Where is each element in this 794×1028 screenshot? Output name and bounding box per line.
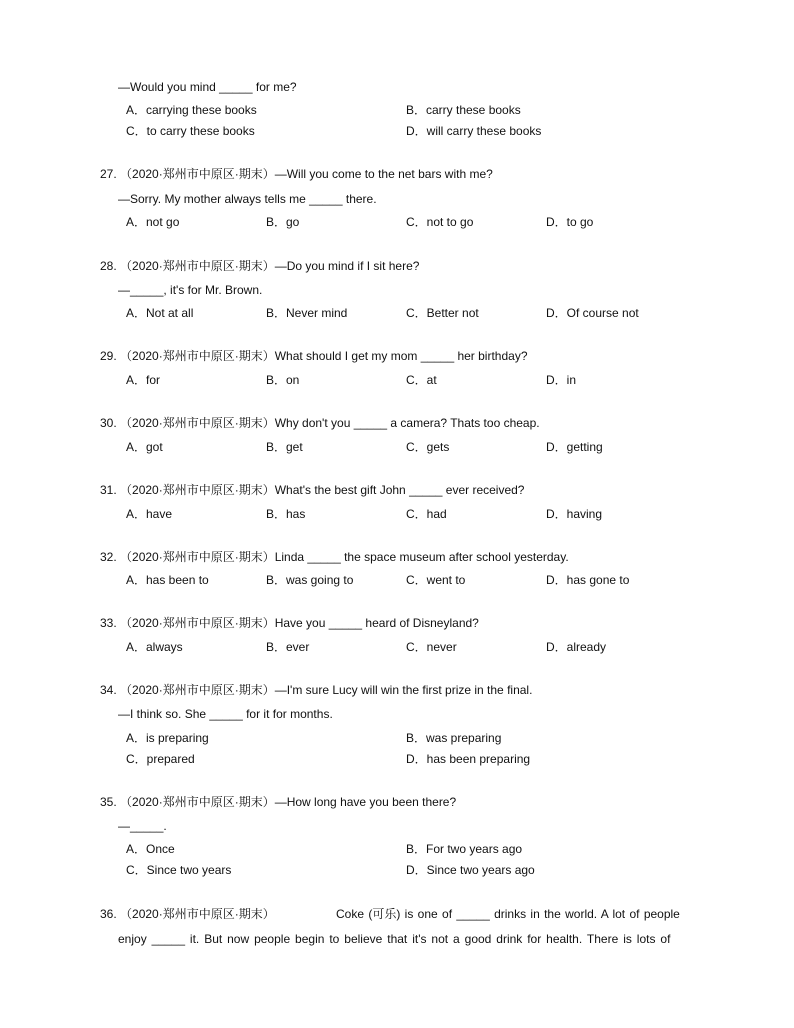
- q28-option-b: B．Never mind: [266, 306, 348, 320]
- q29-option-a: A．for: [126, 373, 161, 387]
- q31-option-d: D．having: [546, 507, 603, 521]
- q34-option-d: D．has been preparing: [406, 752, 531, 766]
- q35-head: 35. （2020·郑州市中原区·期末）—How long have you been there?: [100, 795, 457, 809]
- q34-line2: —I think so. She _____ for it for months.: [118, 707, 333, 721]
- q26-option-c: C．to carry these books: [126, 124, 255, 138]
- q29-option-b: B．on: [266, 373, 300, 387]
- q28-option-d: D．Of course not: [546, 306, 639, 320]
- q32-option-b: B．was going to: [266, 573, 354, 587]
- q28-line2: —_____, it's for Mr. Brown.: [118, 283, 263, 297]
- q28-option-c: C．Better not: [406, 306, 479, 320]
- q35-option-b: B．For two years ago: [406, 842, 523, 856]
- q30-head: 30. （2020·郑州市中原区·期末）Why don't you _____ a camera? Thats too cheap.: [100, 416, 540, 430]
- q27-option-d: D．to go: [546, 215, 594, 229]
- q29-option-c: C．at: [406, 373, 437, 387]
- q33-option-a: A．always: [126, 640, 183, 654]
- q36-head: 36. （2020·郑州市中原区·期末）: [100, 907, 275, 921]
- q34-head: 34. （2020·郑州市中原区·期末）—I'm sure Lucy will win the first prize in the final.: [100, 683, 533, 697]
- q34-option-b: B．was preparing: [406, 731, 502, 745]
- q33-option-b: B．ever: [266, 640, 310, 654]
- q32-option-a: A．has been to: [126, 573, 209, 587]
- q32-option-c: C．went to: [406, 573, 466, 587]
- q30-option-b: B．get: [266, 440, 303, 454]
- q27-head: 27. （2020·郑州市中原区·期末）—Will you come to the net bars with me?: [100, 167, 493, 181]
- q31-option-a: A．have: [126, 507, 173, 521]
- q36-passage-line-1: Coke (可乐) is one of _____ drinks in the world. A lot of people: [336, 907, 680, 921]
- q33-option-c: C．never: [406, 640, 457, 654]
- q32-head: 32. （2020·郑州市中原区·期末）Linda _____ the space museum after school yesterday.: [100, 550, 569, 564]
- q31-head: 31. （2020·郑州市中原区·期末）What's the best gift John _____ ever received?: [100, 483, 525, 497]
- q27-option-c: C．not to go: [406, 215, 474, 229]
- q33-option-d: D．already: [546, 640, 607, 654]
- q29-head: 29. （2020·郑州市中原区·期末）What should I get my mom _____ her birthday?: [100, 349, 528, 363]
- q31-option-c: C．had: [406, 507, 447, 521]
- q30-option-c: C．gets: [406, 440, 450, 454]
- q27-option-a: A．not go: [126, 215, 180, 229]
- q31-option-b: B．has: [266, 507, 306, 521]
- q26-stem: —Would you mind _____ for me?: [118, 80, 297, 94]
- q30-option-a: A．got: [126, 440, 163, 454]
- q28-head: 28. （2020·郑州市中原区·期末）—Do you mind if I sit here?: [100, 259, 420, 273]
- q34-option-a: A．is preparing: [126, 731, 209, 745]
- q30-option-d: D．getting: [546, 440, 603, 454]
- q26-option-d: D．will carry these books: [406, 124, 542, 138]
- q33-head: 33. （2020·郑州市中原区·期末）Have you _____ heard of Disneyland?: [100, 616, 479, 630]
- q29-option-d: D．in: [546, 373, 577, 387]
- q28-option-a: A．Not at all: [126, 306, 194, 320]
- q35-option-a: A．Once: [126, 842, 175, 856]
- q34-option-c: C．prepared: [126, 752, 195, 766]
- q26-option-a: A．carrying these books: [126, 103, 257, 117]
- q35-line2: —_____.: [118, 819, 167, 833]
- q32-option-d: D．has gone to: [546, 573, 630, 587]
- q35-option-c: C．Since two years: [126, 863, 232, 877]
- q36-passage-line-2: enjoy _____ it. But now people begin to believe that it's not a good drink for health. There is lots of: [118, 932, 671, 946]
- q27-line2: —Sorry. My mother always tells me _____ there.: [118, 192, 377, 206]
- q27-option-b: B．go: [266, 215, 300, 229]
- q26-option-b: B．carry these books: [406, 103, 521, 117]
- q35-option-d: D．Since two years ago: [406, 863, 535, 877]
